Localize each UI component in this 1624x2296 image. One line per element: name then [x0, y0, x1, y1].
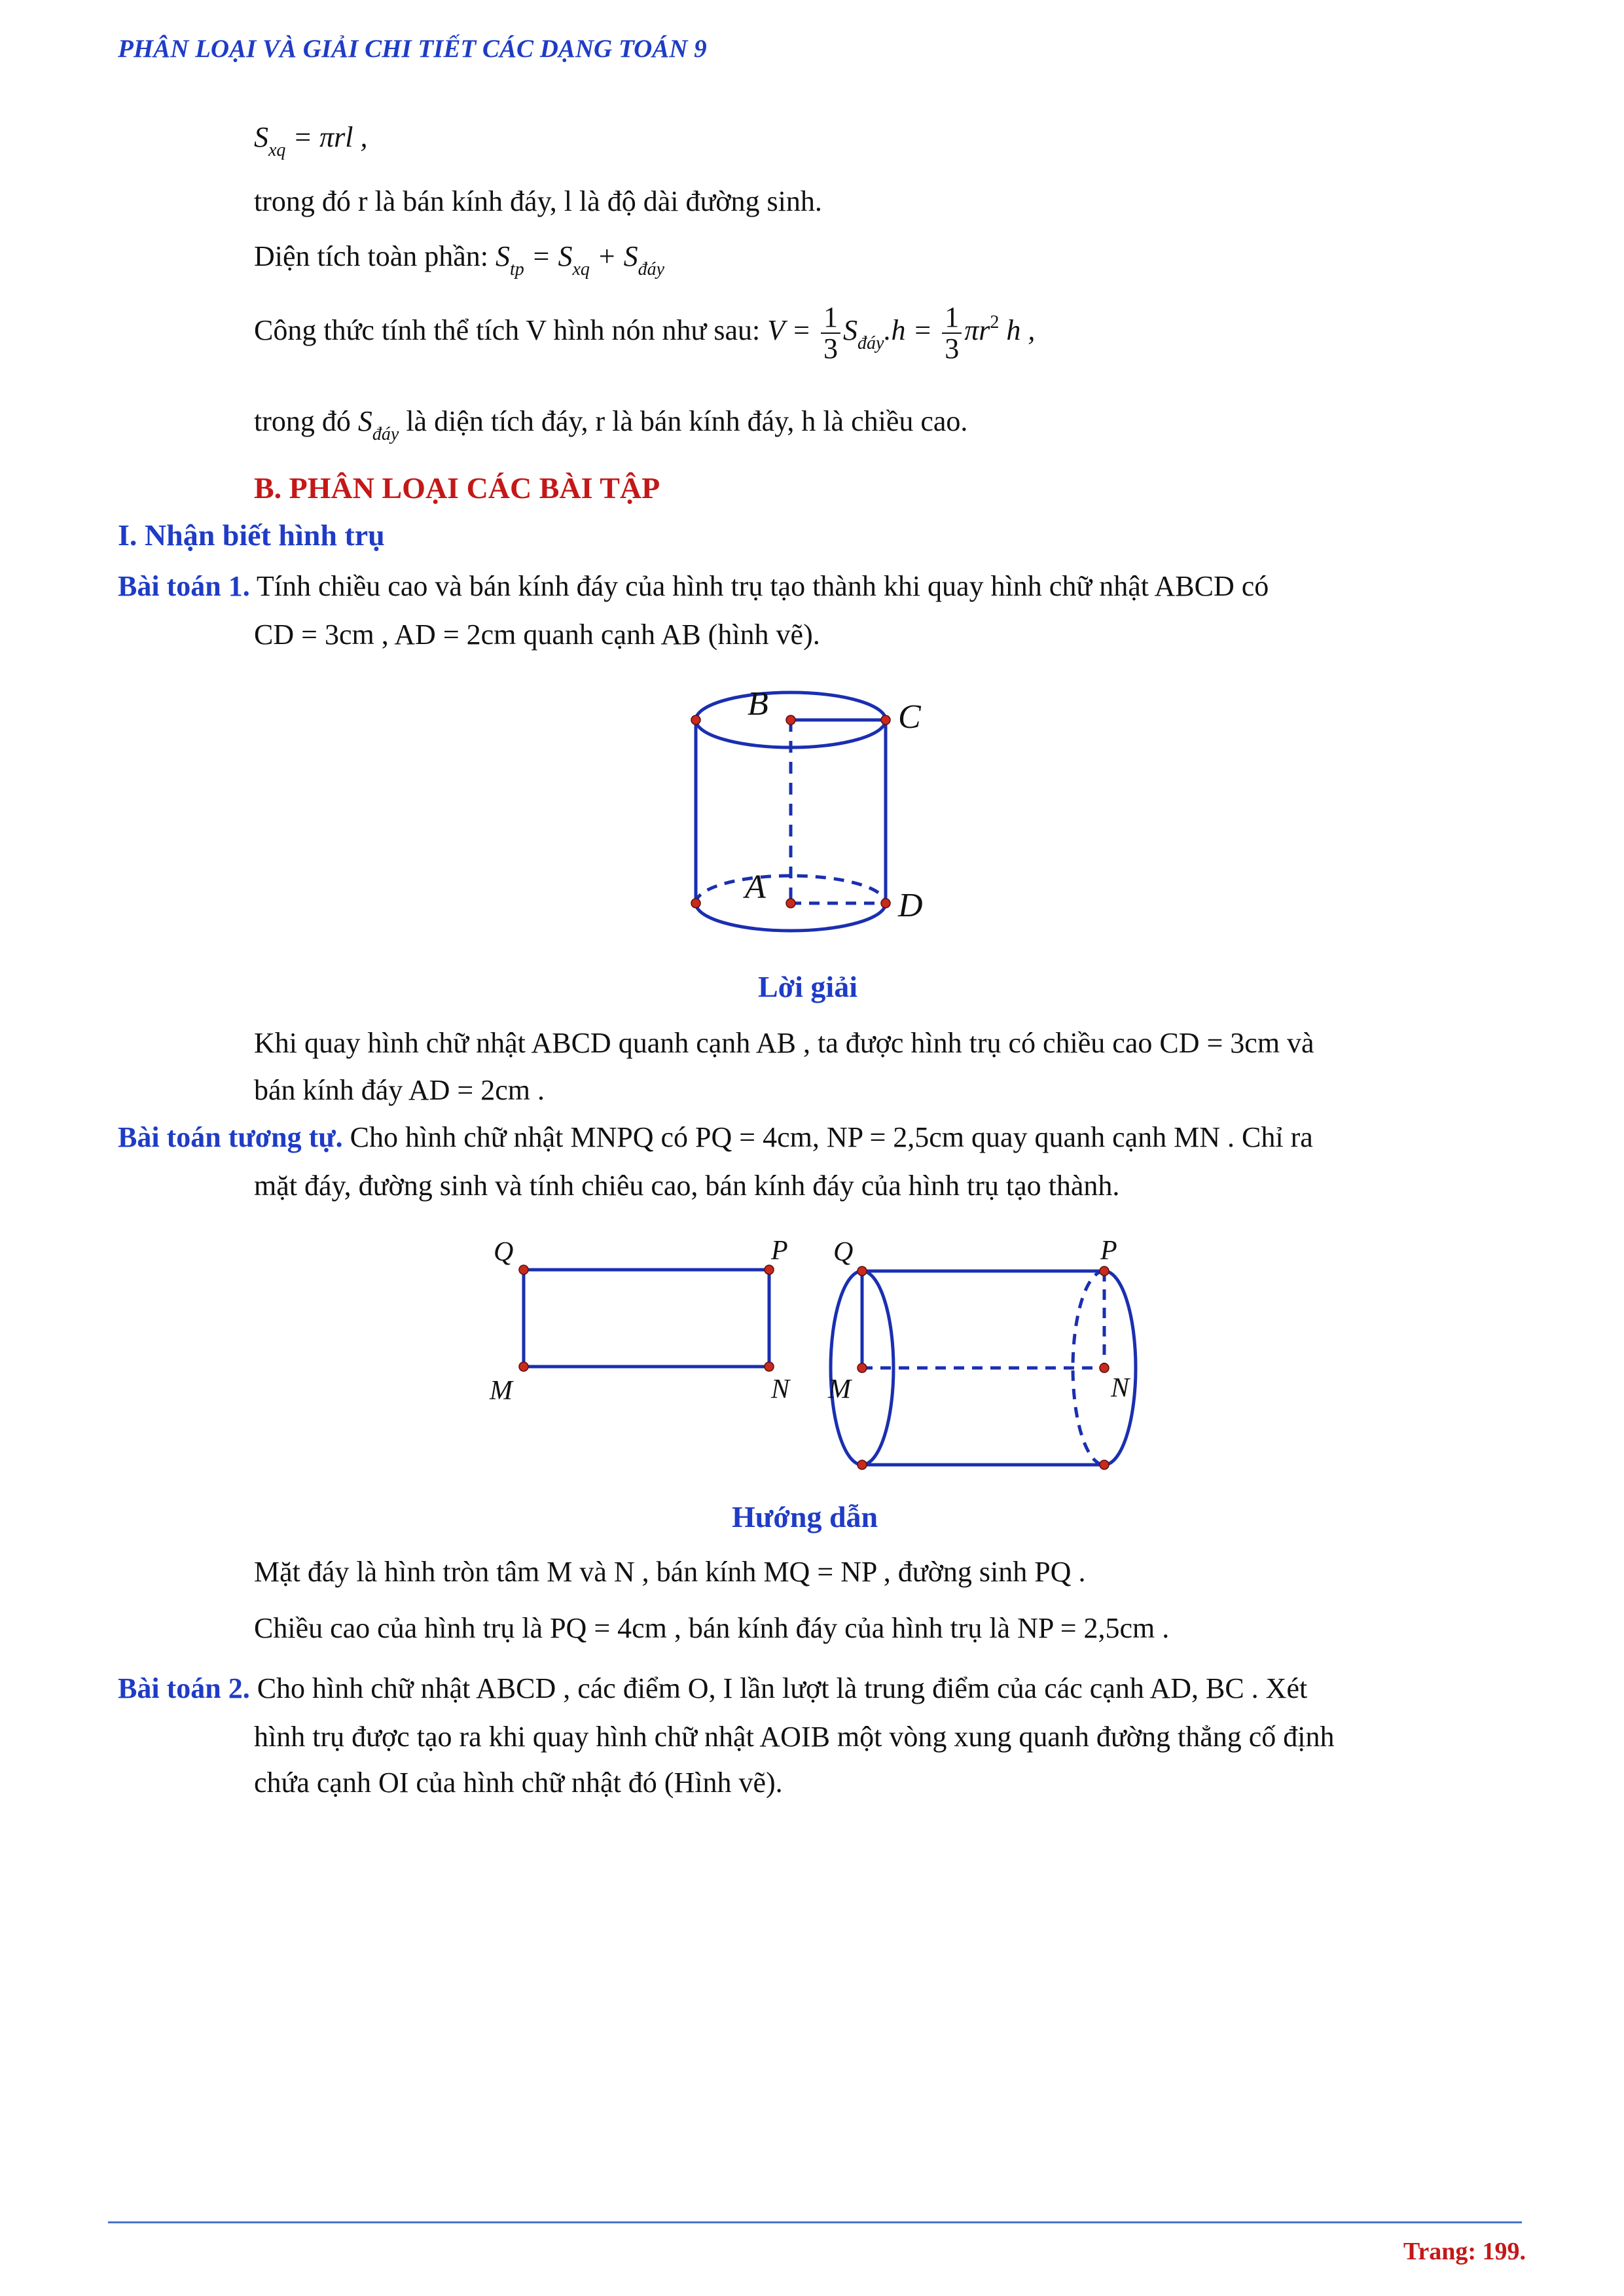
problem-1-line-1: Bài toán 1. Tính chiều cao và bán kính đáy của hình trụ tạo thành khi quay hình chữ nhật ABCD có — [118, 570, 1269, 602]
point-n — [765, 1362, 774, 1371]
problem-1-line-2: CD = 3cm , AD = 2cm quanh cạnh AB (hình vẽ). — [254, 619, 820, 651]
point-q — [519, 1265, 528, 1274]
solution-1-line-2: bán kính đáy AD = 2cm . — [254, 1074, 545, 1106]
formula-line-2: Diện tích toàn phần: $S_{tp} = S_{xq} + S_{đáy}$ — [254, 240, 665, 279]
label-m: M — [828, 1374, 851, 1405]
point-bottom-left — [857, 1460, 867, 1469]
figure-cylinder-mnpq — [815, 1230, 1168, 1479]
guide-line-2: Chiều cao của hình trụ là PQ = 4cm , bán kính đáy của hình trụ là NP = 2,5cm . — [254, 1612, 1170, 1644]
similar-problem-line-2: mặt đáy, đường sinh và tính chiêu cao, bán kính đáy của hình trụ tạo thành. — [254, 1170, 1120, 1202]
point-d — [881, 899, 890, 908]
label-n: N — [771, 1374, 790, 1405]
fraction-one-third: $\frac{1}{3}$ — [821, 302, 840, 364]
section-i-heading: I. Nhận biết hình trụ — [118, 518, 385, 552]
formula-line-1: trong đó r là bán kính đáy, l là độ dài đường sinh. — [254, 185, 822, 217]
fraction-one-third: $\frac{1}{3}$ — [942, 302, 962, 364]
guide-title: Hướng dẫn — [732, 1500, 878, 1534]
label-p: P — [1100, 1236, 1117, 1266]
label-q: Q — [494, 1237, 514, 1267]
label-p: P — [771, 1236, 788, 1266]
rectangle-mnpq — [524, 1270, 769, 1367]
point-bottom-left — [691, 899, 700, 908]
problem-2-line-1: Bài toán 2. Cho hình chữ nhật ABCD , các điểm O, I lần lượt là trung điểm của các cạnh AD, BC . Xét — [118, 1672, 1308, 1704]
footer-rule — [108, 2221, 1522, 2223]
figure-rectangle-mnpq — [478, 1230, 818, 1414]
point-bottom-right — [1100, 1460, 1109, 1469]
point-m — [857, 1363, 867, 1372]
point-n — [1100, 1363, 1109, 1372]
point-p — [1100, 1266, 1109, 1276]
section-b-heading: B. PHÂN LOẠI CÁC BÀI TẬP — [254, 471, 660, 505]
point-b — [786, 715, 795, 725]
label-n: N — [1111, 1373, 1130, 1403]
solution-1-line-1: Khi quay hình chữ nhật ABCD quanh cạnh AB , ta được hình trụ có chiều cao CD = 3cm và — [254, 1027, 1314, 1059]
figure-cylinder-abcd — [668, 681, 969, 942]
point-q — [857, 1266, 867, 1276]
problem-2-line-2: hình trụ được tạo ra khi quay hình chữ nhật AOIB một vòng xung quanh đường thẳng cố định — [254, 1721, 1335, 1753]
point-m — [519, 1362, 528, 1371]
solution-1-title: Lời giải — [758, 970, 857, 1003]
point-p — [765, 1265, 774, 1274]
point-c — [881, 715, 890, 725]
label-m: M — [490, 1376, 513, 1406]
formula-sxq: $S_{xq} = \pi rl$ , — [254, 121, 368, 160]
similar-problem-line-1: Bài toán tương tự. Cho hình chữ nhật MNPQ có PQ = 4cm, NP = 2,5cm quay quanh cạnh MN . Chỉ ra — [118, 1121, 1313, 1153]
problem-2-line-3: chứa cạnh OI của hình chữ nhật đó (Hình vẽ). — [254, 1767, 783, 1799]
guide-line-1: Mặt đáy là hình tròn tâm M và N , bán kính MQ = NP , đường sinh PQ . — [254, 1556, 1086, 1588]
formula-line-4: trong đó $S_{đáy}$ là diện tích đáy, r là bán kính đáy, h là chiều cao. — [254, 405, 968, 444]
label-d: D — [898, 887, 923, 924]
formula-line-3: Công thức tính thể tích V hình nón như sau: V = $\frac{1}{3}$ $S_{đáy}.h$ = $\frac{1}{3}$ $\pi r^2$ h , — [254, 301, 1036, 365]
label-b: B — [748, 685, 768, 723]
point-top-left — [691, 715, 700, 725]
point-a — [786, 899, 795, 908]
label-q: Q — [833, 1237, 854, 1267]
page-header: PHÂN LOẠI VÀ GIẢI CHI TIẾT CÁC DẠNG TOÁN 9 — [118, 35, 707, 63]
page-number: Trang: 199. — [1403, 2238, 1526, 2265]
label-a: A — [745, 869, 766, 906]
label-c: C — [898, 698, 921, 736]
